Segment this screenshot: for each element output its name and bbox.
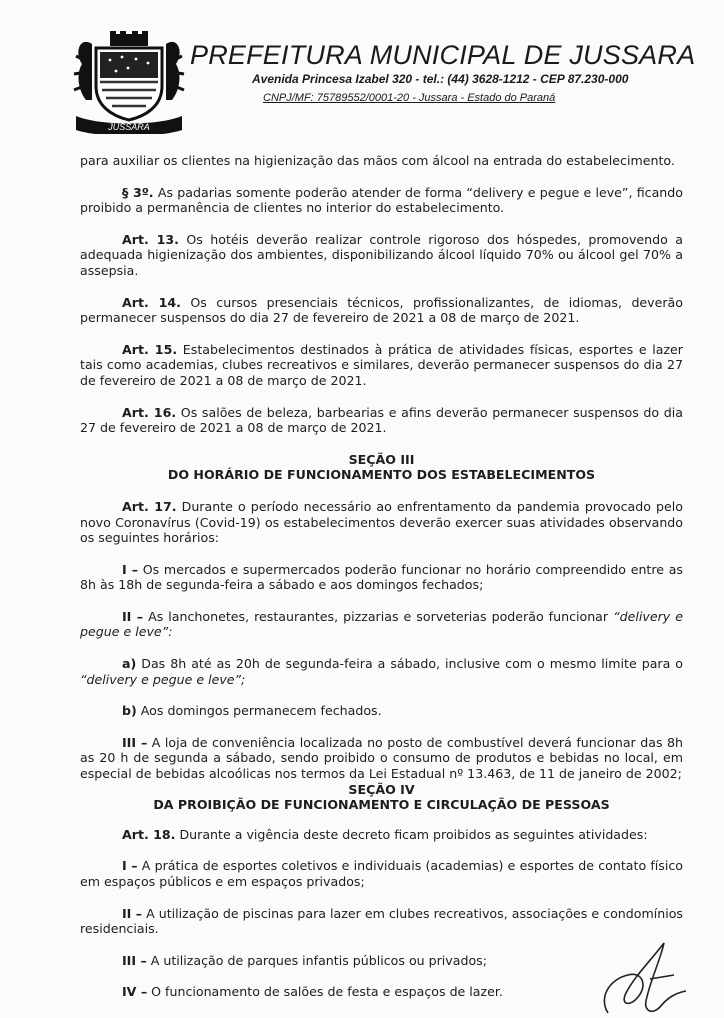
handwritten-signature-icon	[590, 935, 700, 1018]
paragraph-lead: Art. 14.	[122, 294, 181, 310]
paragraph-lead: a)	[122, 656, 137, 672]
section-heading	[80, 452, 683, 483]
section-title: SEÇÃO III	[348, 451, 415, 467]
paragraph-lead: I –	[122, 561, 139, 577]
section-heading	[80, 782, 683, 813]
item-i: I – Os mercados e supermercados poderão funcionar no horário compreendido entre as 8h às 18h de segunda-feira a sábado e aos domingos fechados;	[80, 561, 683, 593]
document-body	[80, 153, 683, 1016]
item-iii: III – A loja de conveniência localizada no posto de combustível deverá funcionar das 8h as 20 h de segunda a sábado, sendo proibido o consumo de produtos e bebidas no local, em especial de bebidas alcoólicas nos termos da Lei Estadual nº 13.463, de 11 de janeiro de 2002;	[80, 734, 683, 782]
paragraph: § 3º. As padarias somente poderão atender de forma “delivery e pegue e leve”, ficando proibido a permanência de clientes no interior do estabelecimento.	[80, 184, 683, 216]
item-iv: IV – O funcionamento de salões de festa e espaços de lazer.	[122, 984, 503, 1000]
article-18: Art. 18. Durante a vigência deste decreto ficam proibidos as seguintes atividades:	[122, 826, 648, 842]
paragraph-lead: Art. 17.	[122, 498, 177, 514]
paragraph-lead: § 3º.	[122, 184, 154, 200]
item-a: a) Das 8h até as 20h de segunda-feira a sábado, inclusive com o mesmo limite para o “delivery e pegue e leve”;	[80, 656, 683, 687]
item-ii: II – A utilização de piscinas para lazer em clubes recreativos, associações e condomínios residenciais.	[80, 905, 683, 937]
paragraph-lead: III –	[122, 952, 147, 968]
item-ii: II – As lanchonetes, restaurantes, pizzarias e sorveterias poderão funcionar “delivery e pegue e leve”:	[80, 608, 683, 640]
item-b: b) Aos domingos permanecem fechados.	[122, 703, 382, 719]
paragraph-lead: Art. 13.	[122, 231, 179, 247]
section-subtitle: DO HORÁRIO DE FUNCIONAMENTO DOS ESTABELECIMENTOS	[167, 467, 596, 483]
paragraph-lead: Art. 18.	[122, 826, 176, 842]
org-cnpj: CNPJ/MF: 75789552/0001-20 - Jussara - Estado do Paraná	[263, 92, 556, 104]
item-i: I – A prática de esportes coletivos e individuais (academias) e esportes de contato físico em espaços públicos e em espaços privados;	[80, 858, 683, 889]
municipal-crest-icon	[70, 30, 188, 134]
section-subtitle: DA PROIBIÇÃO DE FUNCIONAMENTO E CIRCULAÇÃO DE PESSOAS	[153, 797, 610, 813]
article-15: Art. 15. Estabelecimentos destinados à prática de atividades físicas, esportes e lazer tais como academias, clubes recreativos e similares, deverão permanecer suspensos do dia 27 de fevereiro de 2021 a 08 de março de 2021.	[80, 341, 683, 388]
article-17: Art. 17. Durante o período necessário ao enfrentamento da pandemia provocado pelo novo Coronavírus (Covid-19) os estabelecimentos deverão exercer suas atividades observando os seguintes horários:	[80, 498, 683, 546]
paragraph-lead: II –	[122, 905, 143, 921]
article-14: Art. 14. Os cursos presenciais técnicos, profissionalizantes, de idiomas, deverão permanecer suspensos do dia 27 de fevereiro de 2021 a 08 de março de 2021.	[80, 294, 683, 326]
paragraph-lead: I –	[122, 858, 138, 874]
paragraph-lead: III –	[122, 734, 148, 750]
paragraph-lead: IV –	[122, 984, 148, 1000]
article-13: Art. 13. Os hotéis deverão realizar controle rigoroso dos hóspedes, promovendo a adequada higienização dos ambientes, disponibilizando álcool líquido 70% ou álcool gel 70% a assepsia.	[80, 231, 683, 278]
paragraph-lead: II –	[122, 608, 144, 624]
paragraph-lead: Art. 16.	[122, 404, 177, 420]
paragraph-lead: b)	[122, 703, 137, 719]
paragraph-lead: Art. 15.	[122, 341, 178, 357]
crest-banner-text: JUSSARA	[108, 122, 150, 132]
article-16: Art. 16. Os salões de beleza, barbearias e afins deverão permanecer suspensos do dia 27 de fevereiro de 2021 a 08 de março de 2021.	[80, 404, 683, 436]
item-iii: III – A utilização de parques infantis públicos ou privados;	[122, 952, 487, 968]
section-title: SEÇÃO IV	[348, 781, 415, 797]
letterhead	[0, 0, 724, 140]
org-title: PREFEITURA MUNICIPAL DE JUSSARA	[190, 40, 696, 70]
org-address: Avenida Princesa Izabel 320 - tel.: (44) 3628-1212 - CEP 87.230-000	[252, 72, 629, 86]
paragraph: para auxiliar os clientes na higienização das mãos com álcool na entrada do estabelecimento.	[80, 153, 675, 168]
